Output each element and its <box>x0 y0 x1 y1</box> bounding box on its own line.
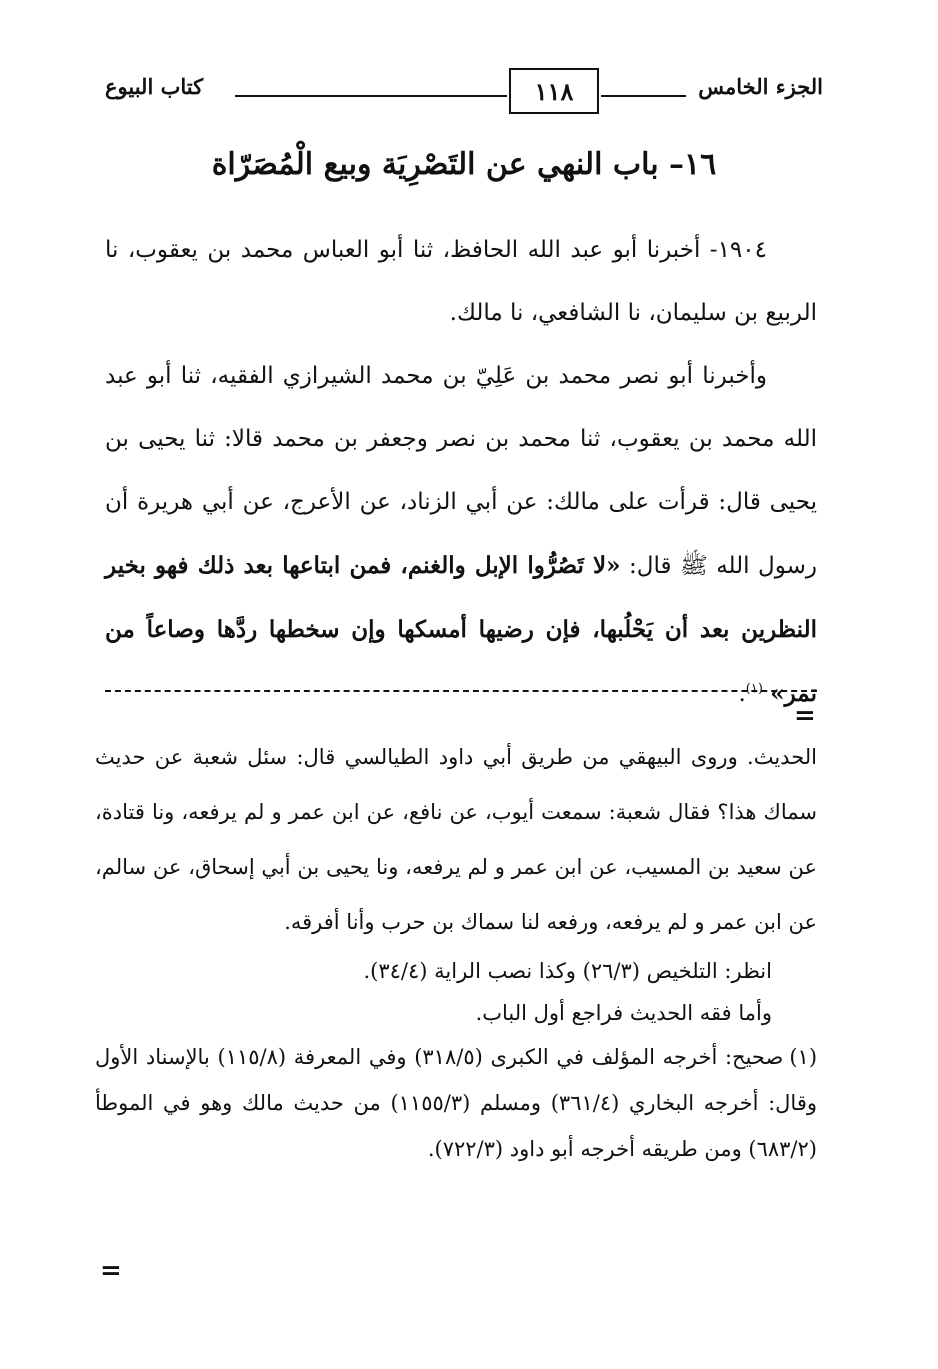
footnote-separator <box>105 690 817 692</box>
volume-label: الجزء الخامس <box>698 74 823 99</box>
footnote-see-line: انظر: التلخيص (٢٦/٣) وكذا نصب الراية (٣٤/٤). <box>363 959 772 983</box>
header-rule-right <box>601 95 686 97</box>
footnote-fiqh-line: وأما فقه الحديث فراجع أول الباب. <box>475 1001 772 1025</box>
chapter-title: ١٦– باب النهي عن التَصْرِيَة وبيع الْمُصَرّاة <box>211 147 717 182</box>
hadith-1904-isnad-1: ١٩٠٤- أخبرنا أبو عبد الله الحافظ، ثنا أبو العباس محمد بن يعقوب، نا الربيع بن سليمان، نا الشافعي، نا مالك. <box>105 237 817 326</box>
continued-marker-bottom: = <box>100 1256 122 1286</box>
footnote-continuation: الحديث. وروى البيهقي من طريق أبي داود الطيالسي قال: سئل شعبة عن حديث سماك هذا؟ فقال شعبة: سمعت أيوب، عن نافع، عن ابن عمر و لم يرفعه، ونا قتادة، عن سعيد بن المسيب، عن ابن عمر و لم يرفعه، ونا يحيى بن أبي إسحاق، عن سالم، عن ابن عمر و لم يرفعه، ورفعه لنا سماك بن حرب وأنا أفرقه. <box>95 745 817 934</box>
hadith-1904-isnad-2 <box>105 345 817 726</box>
page-number: ١١٨ <box>509 68 599 114</box>
footnote-1 <box>95 1034 817 1172</box>
footnotes-block <box>95 730 817 1172</box>
isnad-text: وأخبرنا أبو نصر محمد بن عَلِيّ بن محمد الشيرازي الفقيه، ثنا أبو عبد الله محمد بن يعقوب، ثنا محمد بن نصر وجعفر بن محمد قالا: ثنا يحيى بن يحيى قال: قرأت على مالك: عن أبي الزناد، عن الأعرج، عن أبي هريرة أن رسول الله ﷺ قال: <box>105 363 818 579</box>
header-rule-left <box>235 95 507 97</box>
hadith-matn: «لا تَصُرُّوا الإبل والغنم، فمن ابتاعها بعد ذلك فهو بخير النظرين بعد أن يَحْلُبها، فإن رضيها أمسكها وإن سخطها ردَّها وصاعاً من تمر» <box>105 552 817 707</box>
footnote-ref-1: (١) <box>745 681 763 697</box>
footnote-1-marker: (١) <box>789 1045 818 1069</box>
chapter-number: ١٦ <box>684 147 717 182</box>
hadith-end: . <box>738 681 746 707</box>
continued-marker-top: = <box>794 701 816 731</box>
footnote-1-text: صحيح: أخرجه المؤلف في الكبرى (٣١٨/٥) وفي المعرفة (١١٥/٨) بالإسناد الأول وقال: أخرجه البخاري (٣٦١/٤) ومسلم (١١٥٥/٣) من حديث مالك وهو في الموطأ (٦٨٣/٢) ومن طريقه أخرجه أبو داود (٧٢٢/٣). <box>95 1045 817 1161</box>
running-header <box>105 68 823 118</box>
chapter-title-text: باب النهي عن التَصْرِيَة وبيع الْمُصَرّاة <box>211 147 659 182</box>
book-label: كتاب البيوع <box>105 74 204 99</box>
main-text <box>105 219 817 726</box>
